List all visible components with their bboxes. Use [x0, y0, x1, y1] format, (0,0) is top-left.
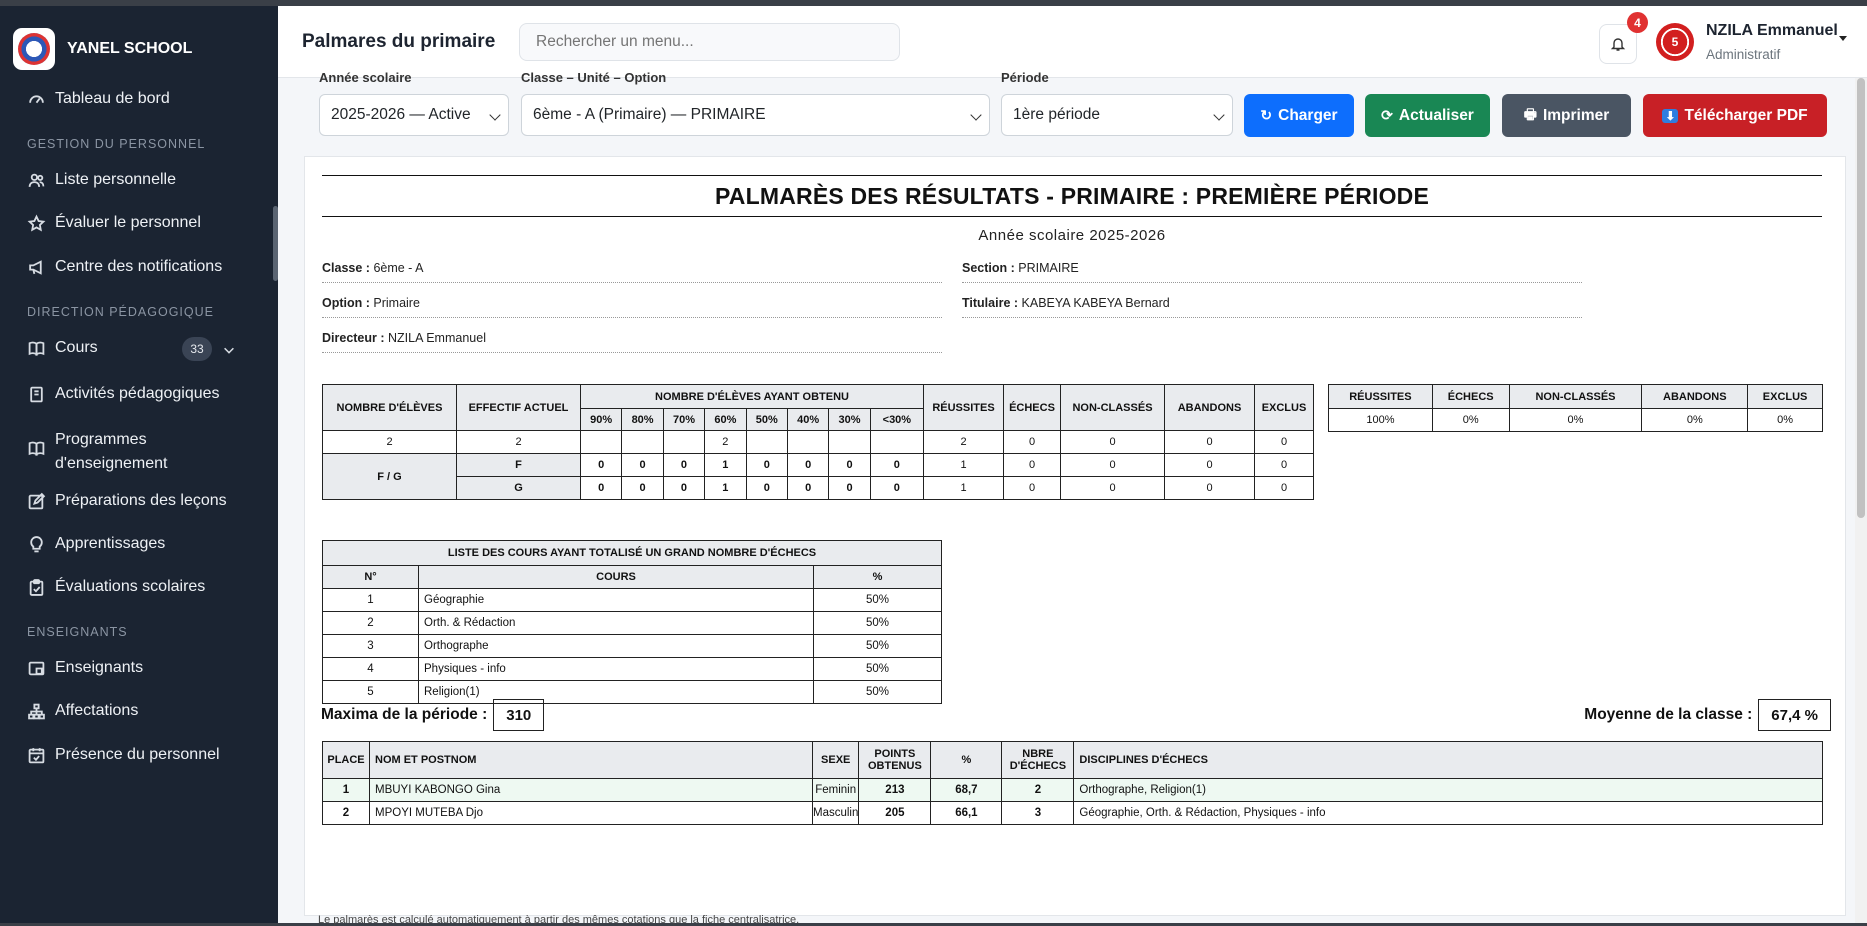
cell: 3	[1002, 802, 1074, 825]
col-header: COURS	[419, 566, 814, 589]
cell: 2	[323, 431, 457, 454]
col-header: N°	[323, 566, 419, 589]
clipboard-icon	[28, 579, 45, 596]
sidebar-section-pedagogy: DIRECTION PÉDAGOGIQUE	[27, 305, 214, 319]
table-row	[323, 589, 942, 612]
band-header: 70%	[663, 409, 704, 431]
caret-down-icon[interactable]	[1839, 36, 1847, 41]
cell: 0	[622, 454, 663, 477]
stats-table	[322, 384, 1314, 500]
table-row	[323, 658, 942, 681]
cell: 50%	[814, 635, 942, 658]
cell	[663, 431, 704, 454]
table-title: LISTE DES COURS AYANT TOTALISÉ UN GRAND NOMBRE D'ÉCHECS	[323, 541, 942, 566]
calendar-check-icon	[28, 747, 45, 764]
cell: 0	[746, 454, 787, 477]
report-title: PALMARÈS DES RÉSULTATS - PRIMAIRE : PREMIÈRE PÉRIODE	[714, 183, 1430, 209]
sidebar-item-staff-list[interactable]	[28, 171, 176, 189]
cell: 0	[1004, 477, 1061, 500]
cell	[787, 431, 828, 454]
star-icon	[28, 215, 45, 232]
cell: 0	[1061, 477, 1165, 500]
info-section	[962, 261, 1582, 283]
band-header: 80%	[622, 409, 663, 431]
sidebar-item-label: Évaluer le personnel	[55, 214, 201, 231]
col-header: SEXE	[813, 742, 859, 779]
menu-search-input[interactable]	[519, 23, 900, 61]
info-value: KABEYA KABEYA Bernard	[1021, 296, 1170, 310]
filters-bar	[278, 70, 1867, 156]
info-classe	[322, 261, 942, 283]
cell: 50%	[814, 589, 942, 612]
cell: 0	[829, 477, 870, 500]
cell: 0%	[1432, 409, 1509, 432]
cell: 0	[581, 454, 622, 477]
col-header: PLACE	[323, 742, 370, 779]
users-icon	[28, 172, 45, 189]
report-title-frame	[322, 175, 1822, 217]
fg-label: F / G	[323, 454, 457, 500]
band-header: <30%	[870, 409, 923, 431]
info-label: Classe :	[322, 261, 370, 275]
refresh-icon: ↻	[1260, 107, 1273, 123]
cell: 0	[829, 454, 870, 477]
info-label: Directeur :	[322, 331, 385, 345]
cell: 1	[924, 477, 1004, 500]
maxima	[321, 699, 544, 731]
cell: 0	[663, 477, 704, 500]
school-logo	[13, 28, 55, 70]
cell: 1	[705, 454, 746, 477]
sidebar-item-label: Centre des notifications	[55, 258, 223, 275]
cell: 0	[1255, 431, 1314, 454]
col-header: ÉCHECS	[1432, 385, 1509, 409]
cell: 68,7	[931, 779, 1002, 802]
col-header: NON-CLASSÉS	[1061, 385, 1165, 431]
cell: 66,1	[931, 802, 1002, 825]
edit-icon	[28, 493, 45, 510]
cell: Orthographe, Religion(1)	[1074, 779, 1823, 802]
cell: Physiques - info	[419, 658, 814, 681]
period-label: Période	[1001, 70, 1049, 85]
sidebar-section-personnel: GESTION DU PERSONNEL	[27, 137, 206, 151]
sidebar-item-attendance[interactable]	[28, 746, 220, 764]
user-avatar[interactable]: 5	[1656, 23, 1694, 61]
sidebar-item-dashboard[interactable]	[28, 90, 170, 108]
printer-icon: 🖶	[1523, 105, 1537, 122]
print-button-label: Imprimer	[1542, 106, 1610, 124]
refresh-button[interactable]	[1365, 94, 1490, 137]
col-header: %	[814, 566, 942, 589]
info-option	[322, 296, 942, 318]
sidebar-item-label: Enseignants	[55, 659, 144, 676]
gauge-icon	[28, 91, 45, 108]
year-select-value: 2025-2026 — Active	[331, 106, 471, 123]
cell: 0	[1165, 431, 1255, 454]
col-header: NOM ET POSTNOM	[370, 742, 813, 779]
sex-label: F	[457, 454, 581, 477]
cell: 0	[787, 477, 828, 500]
table-row	[323, 612, 942, 635]
report-subtitle: Année scolaire 2025-2026	[978, 227, 1166, 244]
class-average	[1584, 699, 1831, 731]
cell: 0	[1004, 431, 1061, 454]
select-caret-icon	[1213, 109, 1224, 120]
cell: 2	[1002, 779, 1074, 802]
brand[interactable]	[13, 28, 192, 70]
report-footnote: Le palmarès est calculé automatiquement à partir des mêmes cotations que la fiche centralisatrice.	[318, 914, 800, 926]
sidebar-item-assignments[interactable]	[28, 702, 138, 720]
sex-label: G	[457, 477, 581, 500]
year-label: Année scolaire	[319, 70, 412, 85]
cell: Orth. & Rédaction	[419, 612, 814, 635]
sidebar-item-teachers[interactable]	[28, 659, 143, 677]
sidebar-item-label: Évaluations scolaires	[55, 578, 206, 595]
chevron-down-icon[interactable]	[222, 343, 236, 357]
cell: 50%	[814, 658, 942, 681]
col-header: EXCLUS	[1255, 385, 1314, 431]
sidebar-item-evaluations[interactable]	[28, 578, 205, 596]
info-directeur	[322, 331, 942, 353]
sidebar-item-notifications[interactable]	[28, 258, 222, 276]
col-header: EXCLUS	[1748, 385, 1823, 409]
stats-row-g	[323, 477, 1314, 500]
cell: 2	[323, 612, 419, 635]
cell: 50%	[814, 612, 942, 635]
rotate-icon: ⟳	[1381, 107, 1393, 123]
cell: 0%	[1748, 409, 1823, 432]
load-button[interactable]	[1244, 94, 1354, 137]
class-select[interactable]	[521, 94, 990, 136]
cell: 1	[323, 779, 370, 802]
cell: MPOYI MUTEBA Djo	[370, 802, 813, 825]
cell: 2	[323, 802, 370, 825]
sidebar-item-activities[interactable]	[28, 385, 220, 403]
col-header: ABANDONS	[1165, 385, 1255, 431]
book-icon	[28, 340, 45, 357]
main-content	[278, 70, 1867, 926]
main-scrollbar[interactable]	[1855, 78, 1867, 923]
info-value: NZILA Emmanuel	[388, 331, 486, 345]
cell: 3	[323, 635, 419, 658]
cell	[581, 431, 622, 454]
cell: 0	[1255, 454, 1314, 477]
band-header: 50%	[746, 409, 787, 431]
cell: 1	[323, 589, 419, 612]
cell	[622, 431, 663, 454]
cell: 50%	[814, 681, 942, 704]
lightbulb-icon	[28, 536, 45, 553]
sitemap-icon	[28, 703, 45, 720]
cell	[746, 431, 787, 454]
band-header: 60%	[705, 409, 746, 431]
maxima-label: Maxima de la période :	[321, 706, 488, 723]
download-pdf-button[interactable]	[1643, 94, 1827, 137]
cell: 213	[859, 779, 931, 802]
cell	[829, 431, 870, 454]
cell: 2	[924, 431, 1004, 454]
table-row	[323, 802, 1823, 825]
band-header: 40%	[787, 409, 828, 431]
col-header: RÉUSSITES	[924, 385, 1004, 431]
palmares-report	[304, 156, 1846, 916]
cell: 0	[1004, 454, 1061, 477]
period-select-value: 1ère période	[1013, 106, 1101, 123]
select-caret-icon	[489, 109, 500, 120]
average-label: Moyenne de la classe :	[1584, 706, 1753, 723]
col-header: NOMBRE D'ÉLÈVES	[323, 385, 457, 431]
cell: 2	[457, 431, 581, 454]
topbar	[278, 6, 1867, 78]
sidebar-item-label: Apprentissages	[55, 535, 166, 552]
ranking-table	[322, 741, 1823, 825]
sidebar-item-label: Préparations des leçons	[55, 492, 227, 509]
sidebar-section-teachers: ENSEIGNANTS	[27, 625, 128, 639]
col-header: %	[931, 742, 1002, 779]
cell: 0	[1165, 477, 1255, 500]
sidebar-item-label: Présence du personnel	[55, 746, 220, 763]
cell: Géographie	[419, 589, 814, 612]
journal-icon	[28, 386, 45, 403]
cell: 0	[870, 454, 923, 477]
cell: 100%	[1329, 409, 1433, 432]
user-role: Administratif	[1706, 47, 1781, 62]
table-row	[323, 635, 942, 658]
cell: 0%	[1642, 409, 1748, 432]
user-name[interactable]: NZILA Emmanuel	[1706, 22, 1838, 39]
col-header: ABANDONS	[1642, 385, 1748, 409]
cell: 2	[705, 431, 746, 454]
sidebar-item-label: Programmes d'enseignement	[55, 431, 168, 472]
period-select[interactable]	[1001, 94, 1233, 136]
cell: 1	[924, 454, 1004, 477]
cell: 4	[323, 658, 419, 681]
table-row	[323, 779, 1823, 802]
cell: 0	[1165, 454, 1255, 477]
stats-row-total	[323, 431, 1314, 454]
courses-count-badge: 33	[182, 337, 212, 361]
col-header: POINTS OBTENUS	[859, 742, 931, 779]
notification-count-badge: 4	[1627, 12, 1648, 33]
sidebar-item-learning[interactable]	[28, 535, 165, 553]
info-titulaire	[962, 296, 1582, 318]
cell: 0	[746, 477, 787, 500]
col-header: NBRE D'ÉCHECS	[1002, 742, 1074, 779]
band-header: 90%	[581, 409, 622, 431]
load-button-label: Charger	[1278, 106, 1338, 124]
col-header: DISCIPLINES D'ÉCHECS	[1074, 742, 1823, 779]
percent-table	[1328, 384, 1823, 432]
brand-name: YANEL SCHOOL	[67, 40, 193, 57]
cell: 0	[1061, 454, 1165, 477]
sidebar	[0, 6, 278, 923]
band-header: 30%	[829, 409, 870, 431]
cell: 0	[870, 477, 923, 500]
sidebar-item-label: Affectations	[55, 702, 139, 719]
refresh-button-label: Actualiser	[1398, 106, 1474, 124]
app-window	[0, 6, 1867, 926]
bell-icon	[1610, 36, 1626, 52]
failed-courses-table	[322, 540, 942, 704]
cell: 5	[323, 681, 419, 704]
cell: Géographie, Orth. & Rédaction, Physiques - info	[1074, 802, 1823, 825]
cell: Feminin	[813, 779, 859, 802]
sidebar-item-label: Activités pédagogiques	[55, 385, 220, 402]
cell	[870, 431, 923, 454]
cell: 1	[705, 477, 746, 500]
download-pdf-label: Télécharger PDF	[1684, 106, 1808, 124]
col-header: RÉUSSITES	[1329, 385, 1433, 409]
person-badge-icon	[28, 660, 45, 677]
col-header: NOMBRE D'ÉLÈVES AYANT OBTENU	[581, 385, 924, 409]
cell: 0%	[1509, 409, 1642, 432]
print-button[interactable]	[1502, 94, 1631, 137]
cell: 0	[622, 477, 663, 500]
sidebar-item-label: Liste personnelle	[55, 171, 176, 188]
col-header: NON-CLASSÉS	[1509, 385, 1642, 409]
cell: Religion(1)	[419, 681, 814, 704]
stats-row-f	[323, 454, 1314, 477]
sidebar-item-label: Cours	[55, 339, 98, 356]
download-icon: ⬇	[1662, 109, 1678, 123]
info-value: Primaire	[373, 296, 420, 310]
maxima-value: 310	[493, 699, 544, 731]
info-value: PRIMAIRE	[1018, 261, 1079, 275]
cell: 0	[581, 477, 622, 500]
cell: Masculin	[813, 802, 859, 825]
average-value: 67,4 %	[1758, 699, 1831, 731]
cell: 205	[859, 802, 931, 825]
cell: 0	[663, 454, 704, 477]
cell: 0	[787, 454, 828, 477]
cell: 0	[1061, 431, 1165, 454]
book-open-icon	[28, 440, 45, 457]
sidebar-item-courses[interactable]	[28, 339, 98, 357]
sidebar-item-label: Tableau de bord	[55, 90, 170, 107]
page-title: Palmares du primaire	[302, 31, 496, 52]
sidebar-item-lesson-prep[interactable]	[28, 492, 227, 510]
class-label: Classe – Unité – Option	[521, 70, 667, 85]
info-value: 6ème - A	[373, 261, 424, 275]
sidebar-item-programs[interactable]	[28, 428, 185, 476]
col-header: ÉCHECS	[1004, 385, 1061, 431]
info-label: Titulaire :	[962, 296, 1019, 310]
cell: Orthographe	[419, 635, 814, 658]
sidebar-item-evaluate-staff[interactable]	[28, 214, 201, 232]
col-header: EFFECTIF ACTUEL	[457, 385, 581, 431]
cell: MBUYI KABONGO Gina	[370, 779, 813, 802]
megaphone-icon	[28, 259, 45, 276]
class-select-value: 6ème - A (Primaire) — PRIMAIRE	[533, 106, 766, 123]
info-label: Option :	[322, 296, 370, 310]
info-label: Section :	[962, 261, 1015, 275]
cell: 0	[1255, 477, 1314, 500]
year-select[interactable]	[319, 94, 509, 136]
select-caret-icon	[970, 109, 981, 120]
